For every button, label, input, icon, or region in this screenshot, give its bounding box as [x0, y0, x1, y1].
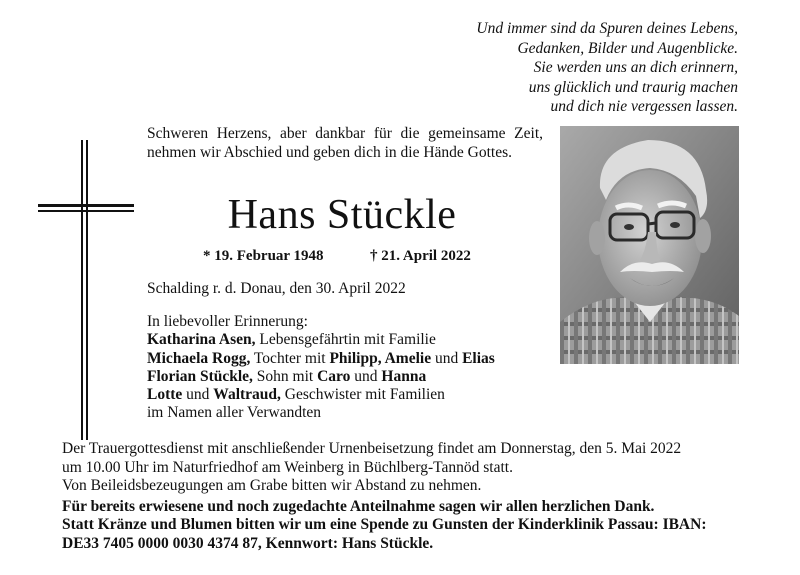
mourner-row: Michaela Rogg, Tochter mit Philipp, Amelie und Elias	[147, 349, 495, 367]
memory-heading: In liebevoller Erinnerung:	[147, 313, 308, 330]
life-dates	[203, 248, 471, 265]
poem-line: Und immer sind da Spuren deines Lebens,	[476, 20, 738, 37]
mourner-row: Lotte und Waltraud, Geschwister mit Familien	[147, 386, 445, 404]
poem-line: und dich nie vergessen lassen.	[550, 98, 738, 115]
thanks-line: Für bereits erwiesene und noch zugedachte Anteilnahme sagen wir allen herzlichen Dank.	[62, 497, 655, 515]
intro-text: Schweren Herzens, aber dankbar für die gemeinsame Zeit, nehmen wir Abschied und geben dich in die Hände Gottes.	[147, 125, 543, 161]
service-line: um 10.00 Uhr im Naturfriedhof am Weinberg in Büchlberg-Tannöd statt.	[62, 458, 513, 476]
mourner-row: Katharina Asen, Lebensgefährtin mit Familie	[147, 331, 436, 349]
poem-line: uns glücklich und traurig machen	[528, 78, 738, 96]
deceased-name: Hans Stückle	[227, 192, 457, 238]
mourner-row: Florian Stückle, Sohn mit Caro und Hanna	[147, 367, 427, 385]
death-date: † 21. April 2022	[370, 248, 471, 264]
poem-line: Gedanken, Bilder und Augenblicke.	[517, 39, 738, 57]
service-line: Von Beileidsbezeugungen am Grabe bitten wir Abstand zu nehmen.	[62, 477, 482, 494]
place-date: Schalding r. d. Donau, den 30. April 2022	[147, 280, 406, 297]
funeral-details	[62, 440, 742, 553]
service-line: Der Trauergottesdienst mit anschließender Urnenbeisetzung findet am Donnerstag, den 5. Mai 2022	[62, 440, 682, 457]
birth-date: * 19. Februar 1948	[203, 248, 324, 264]
donation-line: DE33 7405 0000 0030 4374 87, Kennwort: Hans Stückle.	[62, 534, 434, 552]
cross-icon	[38, 140, 134, 440]
mourner-row: im Namen aller Verwandten	[147, 404, 322, 422]
mourners-list	[147, 313, 547, 423]
poem	[318, 19, 738, 117]
poem-line: Sie werden uns an dich erinnern,	[533, 59, 738, 76]
portrait-photo	[560, 126, 739, 364]
donation-line: Statt Kränze und Blumen bitten wir um eine Spende zu Gunsten der Kinderklinik Passau: IBAN:	[62, 516, 707, 533]
